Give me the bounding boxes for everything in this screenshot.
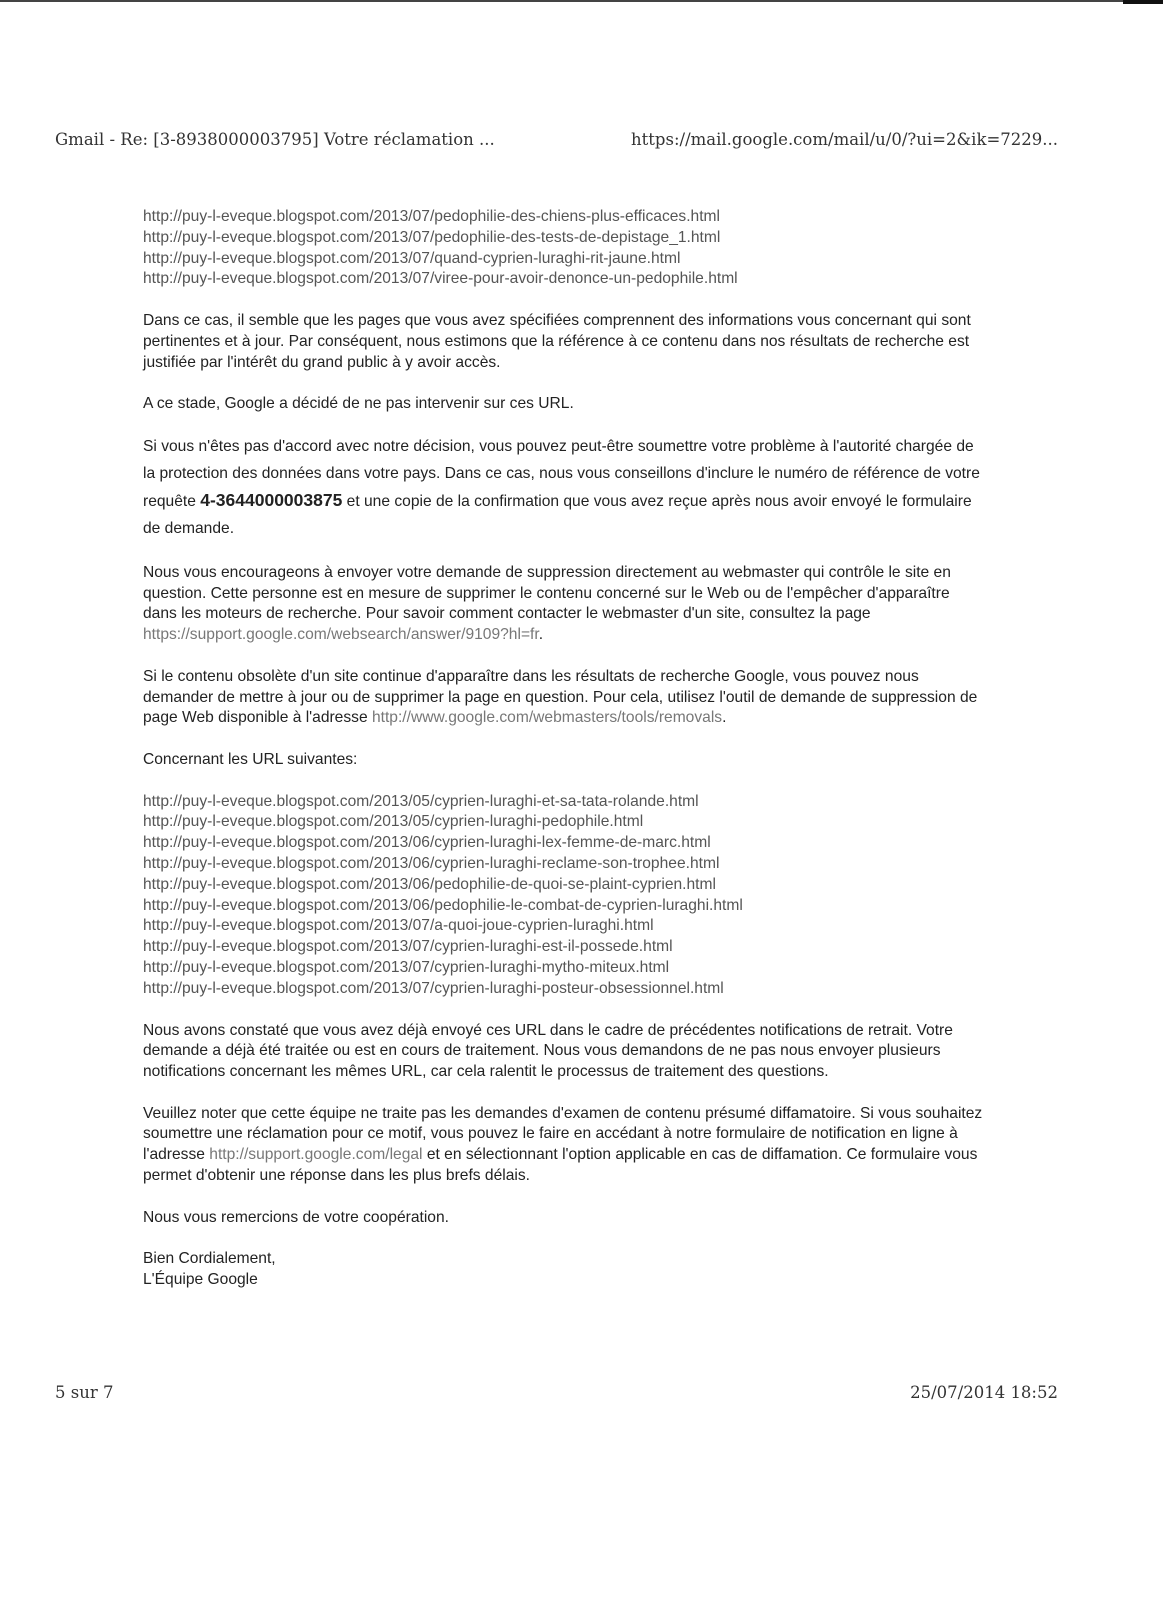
webmaster-help-link[interactable]: https://support.google.com/websearch/answer/9109?hl=fr	[143, 626, 539, 644]
url-item[interactable]: http://puy-l-eveque.blogspot.com/2013/07/viree-pour-avoir-denonce-un-pedophile.html	[143, 270, 738, 288]
text: et en sélectionnant l'option applicable en cas de diffamation. Ce formulaire vous permet d'obtenir une réponse dans les plus brefs délais.	[143, 1146, 978, 1185]
paragraph-following-urls: Concernant les URL suivantes:	[143, 750, 358, 768]
text: .	[538, 626, 544, 644]
signature	[143, 1249, 983, 1291]
page-number: 5 sur 7	[55, 1383, 114, 1402]
scan-border	[0, 0, 1163, 2]
paragraph-authority	[143, 433, 983, 542]
url-item[interactable]: http://puy-l-eveque.blogspot.com/2013/06/cyprien-luraghi-reclame-son-trophee.html	[143, 854, 720, 872]
text: Si vous n'êtes pas d'accord avec notre décision, vous pouvez peut-être soumettre votre problème à l'autorité chargée de la protection des données dans votre pays. Dans ce cas, nous vous conseillons d'inclure le numéro de référence de votre requête	[143, 437, 980, 510]
paragraph-relevance: Dans ce cas, il semble que les pages que vous avez spécifiées comprennent des informations vous concernant qui sont pertinentes et à jour. Par conséquent, nous estimons que la référence à ce contenu dans nos résultats de recherche est justifiée par l'intérêt du grand public à y avoir accès.	[143, 312, 971, 371]
url-item[interactable]: http://puy-l-eveque.blogspot.com/2013/06/cyprien-luraghi-lex-femme-de-marc.html	[143, 834, 711, 852]
url-list-second	[143, 792, 983, 1000]
text: Veuillez noter que cette équipe ne traite pas les demandes d'examen de contenu présumé diffamatoire. Si vous souhaitez soumettre une réclamation pour ce motif, vous pouvez le faire en accédant à notre formulaire de notification en ligne à l'adresse	[143, 1104, 983, 1164]
url-item[interactable]: http://puy-l-eveque.blogspot.com/2013/05/cyprien-luraghi-et-sa-tata-rolande.html	[143, 792, 699, 810]
url-item[interactable]: http://puy-l-eveque.blogspot.com/2013/07/cyprien-luraghi-mytho-miteux.html	[143, 958, 670, 976]
url-item[interactable]: http://puy-l-eveque.blogspot.com/2013/06/pedophilie-de-quoi-se-plaint-cyprien.html	[143, 875, 716, 893]
url-item[interactable]: http://puy-l-eveque.blogspot.com/2013/07/pedophilie-des-chiens-plus-efficaces.html	[143, 208, 721, 225]
paragraph-duplicate: Nous avons constaté que vous avez déjà envoyé ces URL dans le cadre de précédentes notifications de retrait. Votre demande a déjà été traitée ou est en cours de traitement. Nous vous demandons de ne pas nous envoyer plusieurs notifications concernant les mêmes URL, car cela ralentit le processus de traitement des questions.	[143, 1021, 953, 1081]
print-datetime: 25/07/2014 18:52	[910, 1383, 1058, 1402]
text: Nous vous encourageons à envoyer votre demande de suppression directement au webmaster qui contrôle le site en question. Cette personne est en mesure de supprimer le contenu concerné sur le Web ou de l'empêcher d'apparaître dans les moteurs de recherche. Pour savoir comment contacter le webmaster d'un site, consultez la page	[143, 563, 951, 623]
url-item[interactable]: http://puy-l-eveque.blogspot.com/2013/07/a-quoi-joue-cyprien-luraghi.html	[143, 917, 654, 935]
removals-tool-link[interactable]: http://www.google.com/webmasters/tools/removals	[371, 709, 723, 727]
paragraph-obsolete	[143, 667, 983, 729]
paragraph-decision: A ce stade, Google a décidé de ne pas intervenir sur ces URL.	[143, 395, 574, 413]
reference-number: 4-3644000003875	[200, 489, 343, 510]
url-item[interactable]: http://puy-l-eveque.blogspot.com/2013/05/cyprien-luraghi-pedophile.html	[143, 813, 644, 831]
paragraph-webmaster	[143, 563, 983, 646]
email-body	[143, 207, 983, 1291]
print-header-title: Gmail - Re: [3-8938000003795] Votre réclamation ...	[55, 130, 495, 149]
url-item[interactable]: http://puy-l-eveque.blogspot.com/2013/06/pedophilie-le-combat-de-cyprien-luraghi.html	[143, 896, 743, 914]
url-item[interactable]: http://puy-l-eveque.blogspot.com/2013/07/quand-cyprien-luraghi-rit-jaune.html	[143, 249, 681, 267]
text: et une copie de la confirmation que vous avez reçue après nous avoir envoyé le formulaire de demande.	[143, 492, 972, 537]
text: Si le contenu obsolète d'un site continue d'apparaître dans les résultats de recherche Google, vous pouvez nous demander de mettre à jour ou de supprimer la page en question. Pour cela, utilisez l'outil de demande de suppression de page Web disponible à l'adresse	[143, 667, 978, 727]
print-header-url: https://mail.google.com/mail/u/0/?ui=2&ik=7229...	[631, 130, 1058, 149]
signature-greeting: Bien Cordialement,	[143, 1250, 276, 1268]
url-item[interactable]: http://puy-l-eveque.blogspot.com/2013/07/cyprien-luraghi-posteur-obsessionnel.html	[143, 979, 724, 997]
signature-team: L'Équipe Google	[143, 1271, 258, 1289]
url-list-first	[143, 207, 983, 290]
legal-link[interactable]: http://support.google.com/legal	[209, 1146, 423, 1164]
paragraph-thanks: Nous vous remercions de votre coopération.	[143, 1208, 449, 1226]
url-item[interactable]: http://puy-l-eveque.blogspot.com/2013/07/pedophilie-des-tests-de-depistage_1.html	[143, 228, 721, 246]
scan-border-mark	[1123, 0, 1163, 4]
paragraph-defamation	[143, 1104, 983, 1187]
url-item[interactable]: http://puy-l-eveque.blogspot.com/2013/07/cyprien-luraghi-est-il-possede.html	[143, 938, 673, 956]
text: .	[722, 709, 727, 727]
